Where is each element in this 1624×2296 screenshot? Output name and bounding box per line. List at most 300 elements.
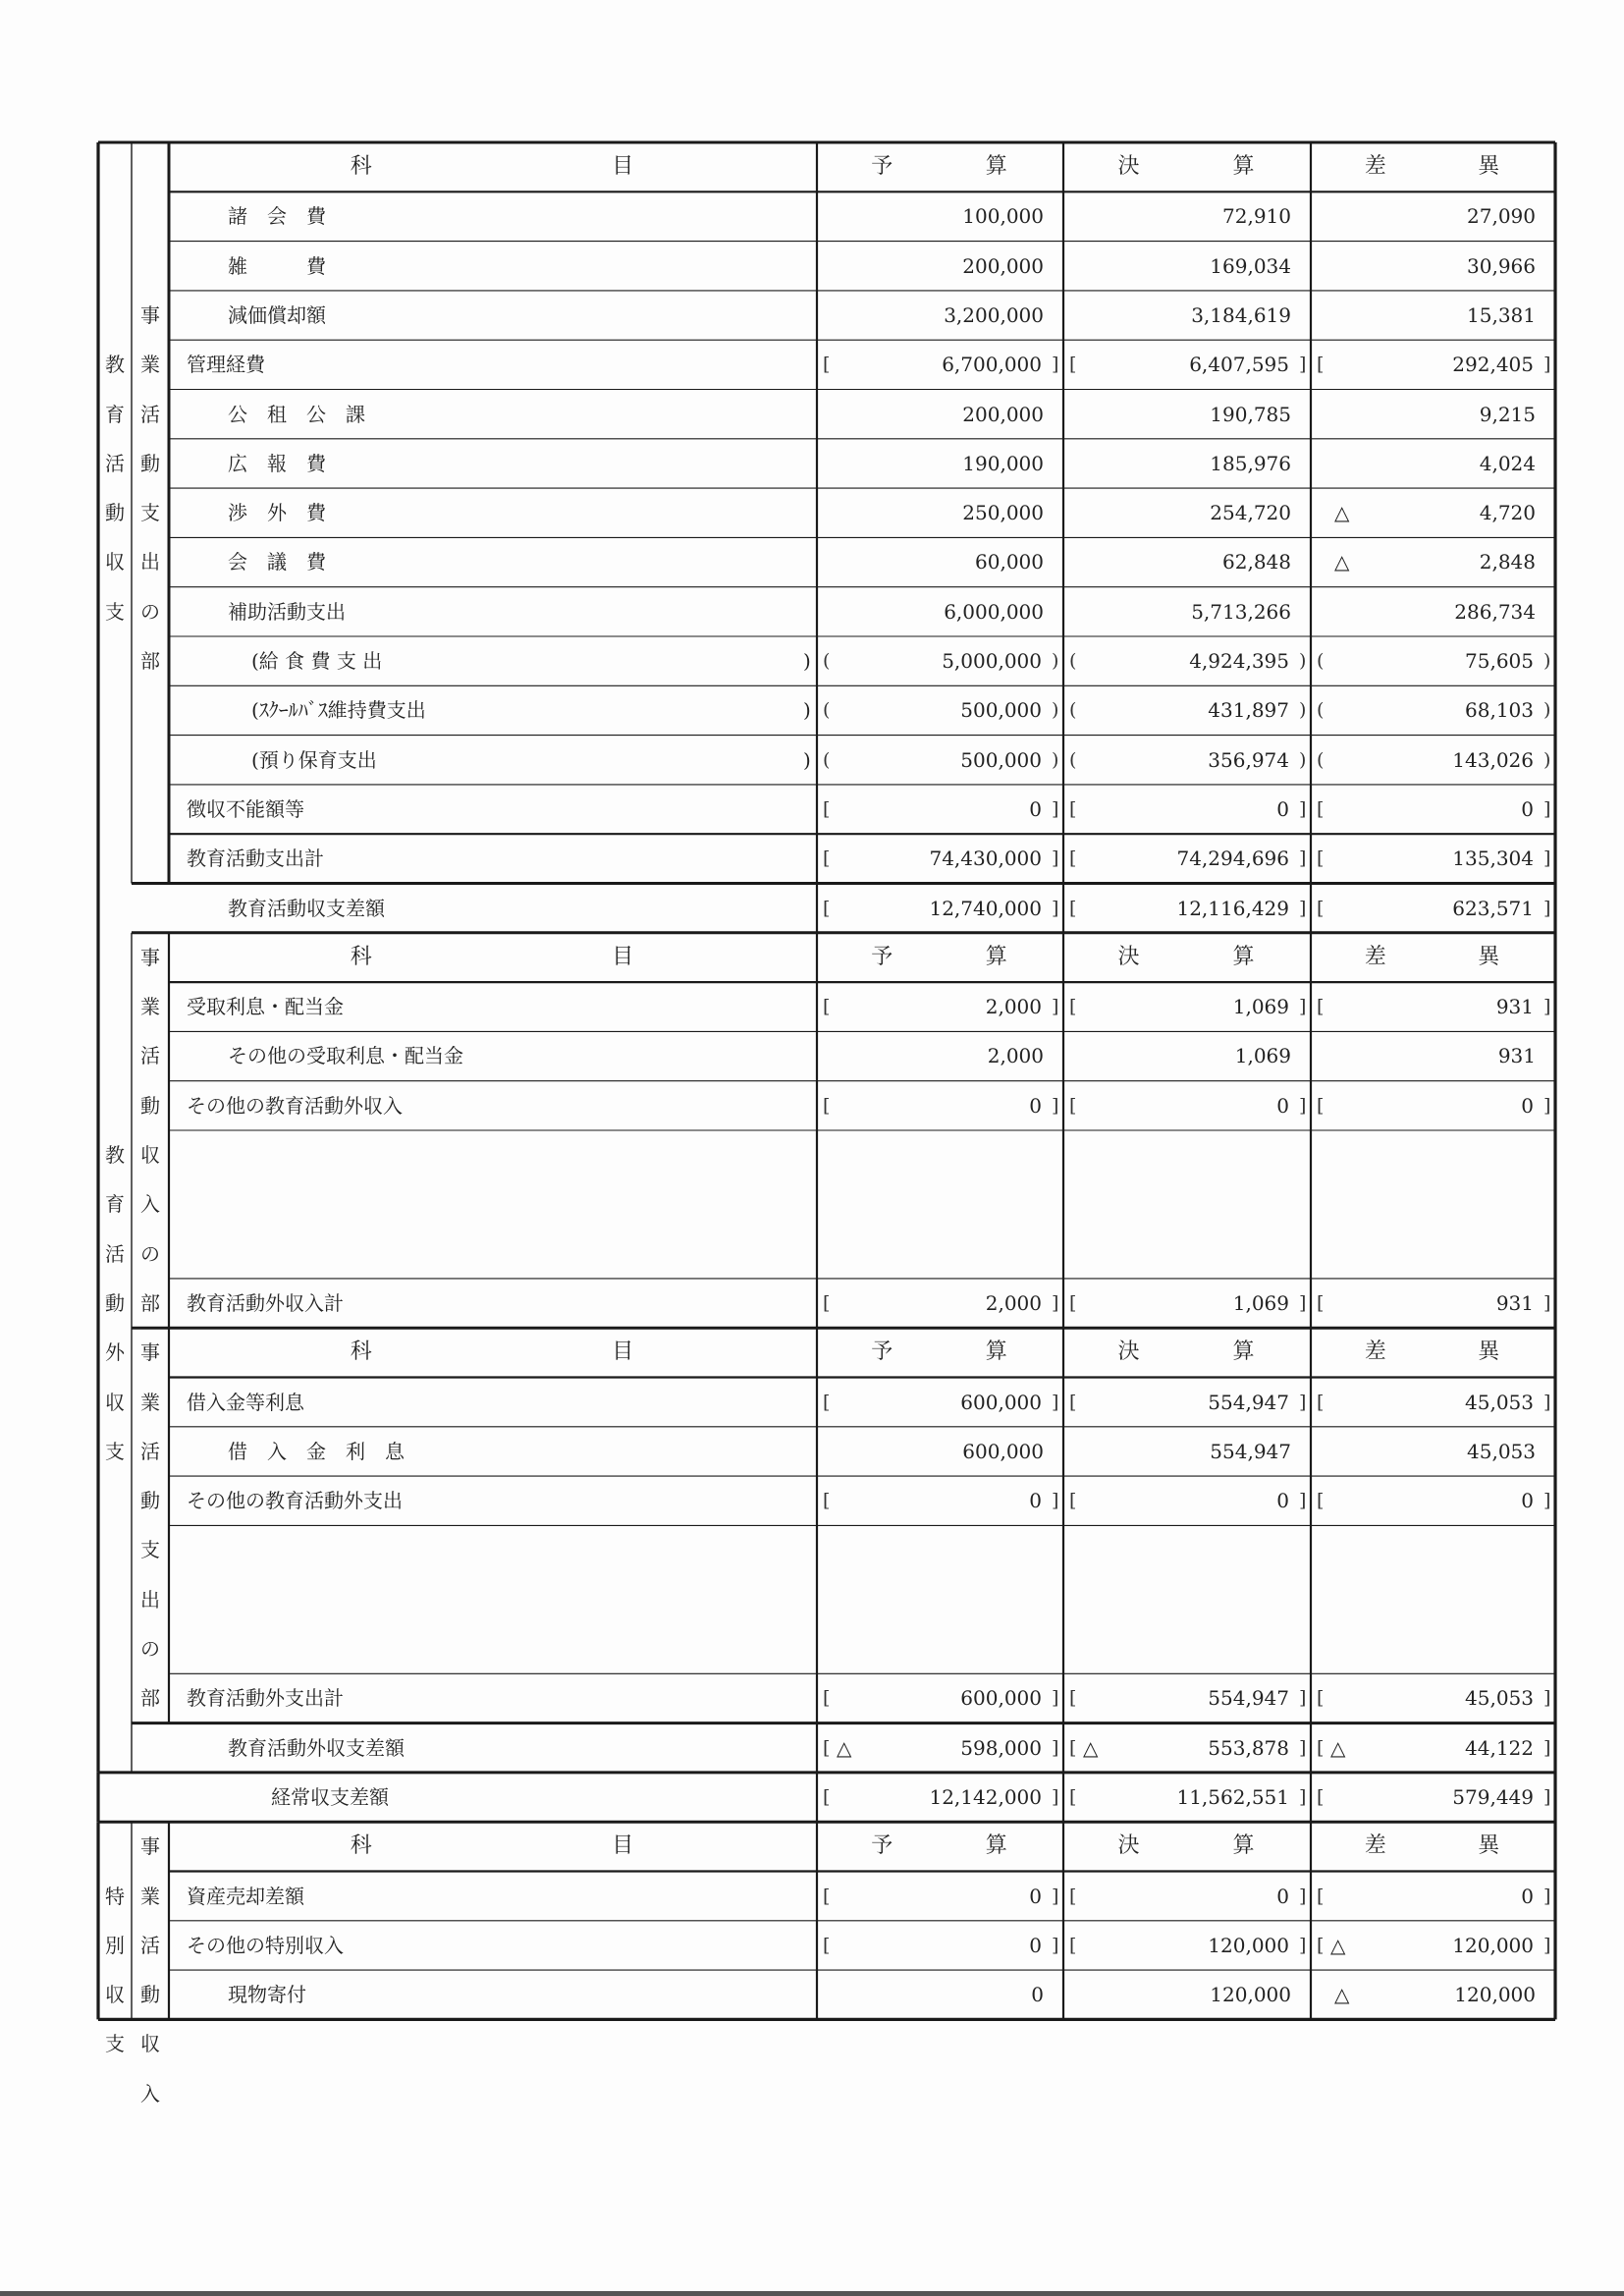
bracket-close: ] — [1299, 1094, 1307, 1117]
triangle-mark: △ — [837, 1735, 852, 1760]
bracket-open: [ — [1317, 1687, 1325, 1710]
bracket-close: ] — [1299, 1736, 1307, 1759]
cell-budget: 200,000 — [962, 253, 1044, 278]
header-0-col-3-a: 差 — [1364, 154, 1386, 179]
header-2-col-3-a: 差 — [1364, 1339, 1386, 1365]
cell-budget: 6,700,000 — [942, 353, 1042, 377]
cell-budget: 2,000 — [985, 1290, 1042, 1315]
bracket-open: [ — [1317, 1094, 1325, 1117]
bracket-open: [ — [1317, 1736, 1325, 1759]
cell-budget: 74,430,000 — [929, 847, 1042, 871]
vlabel-kyoikugai_katsudo_shushi: 動 — [105, 1290, 125, 1315]
paren-open: ( — [823, 650, 831, 672]
bracket-close: ] — [1543, 1687, 1551, 1710]
vlabel-jigyo_katsudo_shishutsu_2: 動 — [140, 1489, 160, 1513]
cell-diff: 0 — [1521, 1093, 1534, 1118]
bracket-open: [ — [823, 1736, 831, 1759]
bracket-close: ] — [1543, 1291, 1551, 1314]
header-1-col-0-b: 目 — [612, 944, 634, 969]
row-label: 管理経費 — [187, 353, 265, 377]
row-label: 補助活動支出 — [228, 599, 346, 624]
row-label: 教育活動支出計 — [187, 847, 324, 871]
vlabel-jigyo_katsudo_shishutsu: の — [140, 599, 160, 624]
cell-actual: 254,720 — [1210, 501, 1291, 525]
cell-diff: 45,053 — [1465, 1686, 1534, 1711]
row-label: その他の教育活動外収入 — [187, 1093, 403, 1118]
bracket-close: ] — [1543, 1391, 1551, 1413]
paren-close: ) — [803, 649, 811, 673]
header-3-col-3-b: 異 — [1478, 1833, 1500, 1859]
bracket-close: ] — [1299, 1934, 1307, 1956]
vlabel-kyoikugai_katsudo_shushi: 活 — [105, 1241, 125, 1266]
vlabel-jigyo_katsudo_shunyu: 業 — [140, 995, 160, 1019]
header-0-col-0-a: 科 — [350, 154, 372, 179]
cell-budget: 600,000 — [962, 1439, 1044, 1463]
bracket-close: ] — [1299, 897, 1307, 919]
paren-close: ) — [1052, 699, 1059, 722]
bracket-close: ] — [1543, 847, 1551, 870]
cell-diff: 135,304 — [1452, 847, 1534, 871]
header-1-col-1-b: 算 — [985, 944, 1007, 969]
bracket-close: ] — [1543, 1094, 1551, 1117]
cell-actual: 431,897 — [1208, 698, 1289, 723]
bracket-open: [ — [823, 1391, 831, 1413]
paren-close: ) — [803, 747, 811, 772]
cell-budget: 2,000 — [987, 1044, 1044, 1068]
cell-budget: 500,000 — [960, 698, 1042, 723]
bracket-open: [ — [823, 354, 831, 376]
cell-diff: 931 — [1495, 995, 1534, 1019]
header-1-col-3-a: 差 — [1364, 944, 1386, 969]
cell-budget: 0 — [1029, 1489, 1042, 1513]
vlabel-kyoikugai_katsudo_shushi: 収 — [105, 1390, 125, 1414]
row-label: (預り保育支出 — [251, 747, 377, 772]
bracket-open: [ — [823, 1785, 831, 1808]
vlabel-kyoiku_katsudo_shushi: 活 — [105, 451, 125, 475]
bracket-open: [ — [1069, 1736, 1077, 1759]
bracket-open: [ — [1069, 1885, 1077, 1907]
paren-open: ( — [1069, 748, 1077, 771]
bracket-open: [ — [1069, 1785, 1077, 1808]
vlabel-jigyo_katsudo_shunyu: 収 — [140, 1143, 160, 1167]
row-label: 教育活動収支差額 — [228, 896, 385, 920]
row-label: 教育活動外支出計 — [187, 1686, 344, 1711]
cell-diff: 15,381 — [1467, 302, 1536, 327]
bracket-open: [ — [1317, 1391, 1325, 1413]
cell-actual: 74,294,696 — [1176, 847, 1289, 871]
bracket-close: ] — [1543, 1885, 1551, 1907]
vlabel-jigyo_katsudo_shunyu_2: 動 — [140, 1983, 160, 2007]
bracket-close: ] — [1543, 354, 1551, 376]
cell-diff: 120,000 — [1454, 1983, 1536, 2007]
paren-open: ( — [1317, 699, 1325, 722]
bracket-open: [ — [823, 1885, 831, 1907]
paren-open: ( — [823, 699, 831, 722]
row-label: その他の教育活動外支出 — [187, 1489, 403, 1513]
cell-budget: 0 — [1029, 1933, 1042, 1957]
vlabel-kyoiku_katsudo_shushi: 動 — [105, 501, 125, 525]
row-label: 徴収不能額等 — [187, 796, 304, 821]
row-label: (ｽｸｰﾙﾊﾞｽ維持費支出 — [251, 698, 426, 723]
header-0-col-2-b: 算 — [1232, 154, 1255, 179]
cell-budget: 6,000,000 — [944, 599, 1044, 624]
header-1-col-1-a: 予 — [871, 944, 893, 969]
row-label: その他の受取利息・配当金 — [228, 1044, 463, 1068]
row-label: 減価償却額 — [228, 302, 326, 327]
cell-diff: 0 — [1521, 1884, 1534, 1908]
cell-diff: 27,090 — [1467, 204, 1536, 229]
bracket-close: ] — [1052, 1736, 1059, 1759]
bracket-open: [ — [1317, 797, 1325, 820]
cell-actual: 6,407,595 — [1189, 353, 1289, 377]
cell-actual: 72,910 — [1222, 204, 1291, 229]
bracket-close: ] — [1052, 897, 1059, 919]
cell-diff: 143,026 — [1452, 747, 1534, 772]
row-label: 広 報 費 — [228, 451, 326, 475]
bracket-close: ] — [1543, 1490, 1551, 1512]
vlabel-tokubetsu_shushi: 特 — [105, 1884, 125, 1908]
cell-budget: 3,200,000 — [944, 302, 1044, 327]
cell-actual: 553,878 — [1208, 1735, 1289, 1760]
vlabel-kyoiku_katsudo_shushi: 教 — [105, 353, 125, 377]
cell-diff: 75,605 — [1465, 649, 1534, 673]
paren-close: ) — [803, 698, 811, 723]
cell-actual: 554,947 — [1208, 1390, 1289, 1414]
bracket-close: ] — [1052, 1391, 1059, 1413]
vlabel-kyoikugai_katsudo_shushi: 外 — [105, 1340, 125, 1365]
cell-actual: 554,947 — [1210, 1439, 1291, 1463]
cell-actual: 3,184,619 — [1191, 302, 1291, 327]
row-label: 雑 費 — [228, 253, 326, 278]
bracket-open: [ — [1069, 897, 1077, 919]
cell-budget: 0 — [1029, 1093, 1042, 1118]
row-label: 会 議 費 — [228, 550, 326, 574]
bracket-open: [ — [823, 1490, 831, 1512]
bracket-open: [ — [1069, 1490, 1077, 1512]
cell-actual: 0 — [1276, 796, 1289, 821]
vlabel-kyoikugai_katsudo_shushi: 育 — [105, 1192, 125, 1217]
bracket-close: ] — [1299, 797, 1307, 820]
cell-actual: 0 — [1276, 1884, 1289, 1908]
vlabel-jigyo_katsudo_shishutsu: 動 — [140, 451, 160, 475]
header-3-col-1-a: 予 — [871, 1833, 893, 1859]
triangle-mark: △ — [1083, 1735, 1099, 1760]
header-0-col-3-b: 異 — [1478, 154, 1500, 179]
cell-budget: 0 — [1031, 1983, 1044, 2007]
cell-diff: 45,053 — [1467, 1439, 1536, 1463]
vlabel-jigyo_katsudo_shishutsu_2: 事 — [140, 1340, 160, 1365]
cell-actual: 185,976 — [1210, 451, 1291, 475]
paren-close: ) — [1543, 650, 1551, 672]
row-label: 渉 外 費 — [228, 501, 326, 525]
cell-diff: 579,449 — [1452, 1784, 1534, 1809]
bracket-close: ] — [1543, 1736, 1551, 1759]
header-2-col-2-a: 決 — [1117, 1339, 1140, 1365]
cell-diff: 286,734 — [1454, 599, 1536, 624]
cell-actual: 0 — [1276, 1489, 1289, 1513]
vlabel-jigyo_katsudo_shishutsu_2: 出 — [140, 1587, 160, 1612]
bracket-open: [ — [1069, 1687, 1077, 1710]
bracket-open: [ — [823, 1094, 831, 1117]
vlabel-jigyo_katsudo_shunyu_2: 事 — [140, 1834, 160, 1859]
cell-budget: 0 — [1029, 796, 1042, 821]
header-3-col-0-b: 目 — [612, 1833, 634, 1859]
cell-actual: 356,974 — [1208, 747, 1289, 772]
cell-budget: 100,000 — [962, 204, 1044, 229]
bracket-open: [ — [1069, 1391, 1077, 1413]
paren-close: ) — [1543, 748, 1551, 771]
header-1-col-2-b: 算 — [1232, 944, 1255, 969]
cell-actual: 190,785 — [1210, 402, 1291, 426]
bracket-close: ] — [1052, 1490, 1059, 1512]
vlabel-jigyo_katsudo_shunyu_2: 業 — [140, 1884, 160, 1908]
paren-open: ( — [1317, 748, 1325, 771]
vlabel-kyoikugai_katsudo_shushi: 支 — [105, 1439, 125, 1463]
bracket-close: ] — [1052, 1885, 1059, 1907]
bracket-open: [ — [1317, 996, 1325, 1018]
bracket-close: ] — [1543, 797, 1551, 820]
row-label: 資産売却差額 — [187, 1884, 304, 1908]
cell-budget: 200,000 — [962, 402, 1044, 426]
cell-diff: 623,571 — [1452, 896, 1534, 920]
bracket-open: [ — [1317, 1490, 1325, 1512]
header-3-col-0-a: 科 — [350, 1833, 372, 1859]
bracket-close: ] — [1543, 996, 1551, 1018]
vlabel-kyoikugai_katsudo_shushi: 教 — [105, 1143, 125, 1167]
bracket-open: [ — [1317, 847, 1325, 870]
bracket-close: ] — [1052, 1785, 1059, 1808]
vlabel-jigyo_katsudo_shishutsu_2: の — [140, 1637, 160, 1661]
vlabel-tokubetsu_shushi: 収 — [105, 1983, 125, 2007]
scan-bottom-edge — [0, 2291, 1624, 2296]
vlabel-jigyo_katsudo_shishutsu: 支 — [140, 501, 160, 525]
vlabel-jigyo_katsudo_shishutsu: 部 — [140, 649, 160, 673]
bracket-close: ] — [1052, 1687, 1059, 1710]
header-3-col-3-a: 差 — [1364, 1833, 1386, 1859]
bracket-close: ] — [1543, 1934, 1551, 1956]
header-0-col-0-b: 目 — [612, 154, 634, 179]
cell-diff: 0 — [1521, 796, 1534, 821]
vlabel-jigyo_katsudo_shunyu_2: 入 — [140, 2081, 160, 2105]
cell-actual: 4,924,395 — [1189, 649, 1289, 673]
vlabel-jigyo_katsudo_shishutsu_2: 活 — [140, 1439, 160, 1463]
bracket-close: ] — [1052, 1094, 1059, 1117]
bracket-open: [ — [1317, 1785, 1325, 1808]
cell-actual: 120,000 — [1210, 1983, 1291, 2007]
vlabel-jigyo_katsudo_shunyu: 入 — [140, 1192, 160, 1217]
bracket-close: ] — [1299, 996, 1307, 1018]
cell-budget: 598,000 — [960, 1735, 1042, 1760]
row-label: 受取利息・配当金 — [187, 995, 344, 1019]
row-label: 教育活動外収入計 — [187, 1290, 344, 1315]
triangle-mark: △ — [1330, 1933, 1346, 1957]
cell-budget: 2,000 — [985, 995, 1042, 1019]
header-0-col-1-b: 算 — [985, 154, 1007, 179]
triangle-mark: △ — [1334, 1983, 1350, 2007]
bracket-close: ] — [1299, 1785, 1307, 1808]
bracket-open: [ — [823, 1934, 831, 1956]
header-1-col-0-a: 科 — [350, 944, 372, 969]
vlabel-tokubetsu_shushi: 別 — [105, 1933, 125, 1957]
cell-diff: 68,103 — [1465, 698, 1534, 723]
cell-diff: 9,215 — [1479, 402, 1536, 426]
header-1-col-2-a: 決 — [1117, 944, 1140, 969]
bracket-open: [ — [823, 996, 831, 1018]
cell-actual: 1,069 — [1234, 1044, 1291, 1068]
cell-actual: 169,034 — [1210, 253, 1291, 278]
header-2-col-3-b: 異 — [1478, 1339, 1500, 1365]
row-label: その他の特別収入 — [187, 1933, 344, 1957]
header-1-col-3-b: 異 — [1478, 944, 1500, 969]
vlabel-kyoiku_katsudo_shushi: 育 — [105, 402, 125, 426]
bracket-open: [ — [1069, 996, 1077, 1018]
cell-actual: 554,947 — [1208, 1686, 1289, 1711]
row-label: 現物寄付 — [228, 1983, 306, 2007]
header-2-col-2-b: 算 — [1232, 1339, 1255, 1365]
paren-close: ) — [1052, 650, 1059, 672]
vlabel-jigyo_katsudo_shunyu: 部 — [140, 1290, 160, 1315]
paren-open: ( — [823, 748, 831, 771]
cell-actual: 12,116,429 — [1176, 896, 1289, 920]
bracket-open: [ — [1069, 354, 1077, 376]
cell-diff: 4,024 — [1479, 451, 1536, 475]
row-label: 教育活動外収支差額 — [228, 1735, 405, 1760]
vlabel-jigyo_katsudo_shunyu: 活 — [140, 1044, 160, 1068]
cell-actual: 0 — [1276, 1093, 1289, 1118]
cell-diff: 292,405 — [1452, 353, 1534, 377]
bracket-close: ] — [1543, 897, 1551, 919]
bracket-open: [ — [1317, 897, 1325, 919]
triangle-mark: △ — [1334, 550, 1350, 574]
cell-actual: 120,000 — [1208, 1933, 1289, 1957]
vlabel-jigyo_katsudo_shishutsu_2: 業 — [140, 1390, 160, 1414]
bracket-open: [ — [823, 847, 831, 870]
cell-budget: 250,000 — [962, 501, 1044, 525]
triangle-mark: △ — [1330, 1735, 1346, 1760]
vlabel-jigyo_katsudo_shishutsu: 出 — [140, 550, 160, 574]
bracket-close: ] — [1052, 1934, 1059, 1956]
cell-budget: 0 — [1029, 1884, 1042, 1908]
vlabel-kyoiku_katsudo_shushi: 収 — [105, 550, 125, 574]
bracket-open: [ — [823, 797, 831, 820]
bracket-open: [ — [1069, 1934, 1077, 1956]
bracket-open: [ — [1317, 1934, 1325, 1956]
bracket-close: ] — [1299, 1391, 1307, 1413]
bracket-close: ] — [1052, 354, 1059, 376]
bracket-open: [ — [823, 1687, 831, 1710]
cell-diff: 4,720 — [1479, 501, 1536, 525]
paren-close: ) — [1299, 650, 1307, 672]
header-2-col-1-b: 算 — [985, 1339, 1007, 1365]
header-2-col-1-a: 予 — [871, 1339, 893, 1365]
cell-budget: 5,000,000 — [942, 649, 1042, 673]
cell-actual: 1,069 — [1232, 1290, 1289, 1315]
header-0-col-2-a: 決 — [1117, 154, 1140, 179]
cell-diff: 2,848 — [1479, 550, 1536, 574]
vlabel-jigyo_katsudo_shishutsu_2: 部 — [140, 1686, 160, 1711]
row-label: 諸 会 費 — [228, 204, 326, 229]
cell-budget: 190,000 — [962, 451, 1044, 475]
paren-close: ) — [1299, 748, 1307, 771]
paren-open: ( — [1069, 650, 1077, 672]
bracket-close: ] — [1299, 847, 1307, 870]
row-label: 借入金等利息 — [187, 1390, 304, 1414]
paren-close: ) — [1543, 699, 1551, 722]
bracket-close: ] — [1299, 1885, 1307, 1907]
header-3-col-1-b: 算 — [985, 1833, 1007, 1859]
bracket-open: [ — [1069, 847, 1077, 870]
cell-actual: 5,713,266 — [1191, 599, 1291, 624]
cell-diff: 44,122 — [1465, 1735, 1534, 1760]
cell-diff: 30,966 — [1467, 253, 1536, 278]
cell-budget: 12,142,000 — [929, 1784, 1042, 1809]
bracket-close: ] — [1299, 1687, 1307, 1710]
bracket-open: [ — [1317, 1885, 1325, 1907]
cell-budget: 12,740,000 — [929, 896, 1042, 920]
row-label: 借 入 金 利 息 — [228, 1439, 405, 1463]
row-label: 経常収支差額 — [271, 1784, 389, 1809]
bracket-close: ] — [1299, 1490, 1307, 1512]
vlabel-jigyo_katsudo_shunyu: 事 — [140, 945, 160, 969]
vlabel-jigyo_katsudo_shishutsu_2: 支 — [140, 1538, 160, 1562]
row-label: 公 租 公 課 — [228, 402, 365, 426]
vlabel-jigyo_katsudo_shishutsu: 業 — [140, 353, 160, 377]
bracket-open: [ — [1069, 1094, 1077, 1117]
cell-actual: 11,562,551 — [1176, 1784, 1289, 1809]
vlabel-jigyo_katsudo_shishutsu: 事 — [140, 302, 160, 327]
paren-close: ) — [1052, 748, 1059, 771]
cell-budget: 600,000 — [960, 1686, 1042, 1711]
cell-actual: 1,069 — [1232, 995, 1289, 1019]
cell-budget: 600,000 — [960, 1390, 1042, 1414]
bracket-open: [ — [1317, 354, 1325, 376]
header-3-col-2-b: 算 — [1232, 1833, 1255, 1859]
bracket-open: [ — [823, 1291, 831, 1314]
cell-actual: 62,848 — [1222, 550, 1291, 574]
cell-budget: 60,000 — [975, 550, 1044, 574]
vlabel-jigyo_katsudo_shunyu_2: 活 — [140, 1933, 160, 1957]
triangle-mark: △ — [1334, 501, 1350, 525]
vlabel-tokubetsu_shushi: 支 — [105, 2032, 125, 2056]
row-label: (給 食 費 支 出 — [251, 649, 383, 673]
paren-open: ( — [1069, 699, 1077, 722]
bracket-close: ] — [1052, 1291, 1059, 1314]
bracket-open: [ — [1069, 1291, 1077, 1314]
cell-diff: 45,053 — [1465, 1390, 1534, 1414]
vlabel-jigyo_katsudo_shishutsu: 活 — [140, 402, 160, 426]
bracket-open: [ — [1317, 1291, 1325, 1314]
vlabel-jigyo_katsudo_shunyu: の — [140, 1241, 160, 1266]
bracket-close: ] — [1052, 797, 1059, 820]
cell-diff: 931 — [1497, 1044, 1536, 1068]
bracket-close: ] — [1299, 1291, 1307, 1314]
header-2-col-0-b: 目 — [612, 1339, 634, 1365]
cell-diff: 931 — [1495, 1290, 1534, 1315]
cell-budget: 500,000 — [960, 747, 1042, 772]
header-3-col-2-a: 決 — [1117, 1833, 1140, 1859]
bracket-close: ] — [1052, 847, 1059, 870]
vlabel-kyoiku_katsudo_shushi: 支 — [105, 599, 125, 624]
paren-close: ) — [1299, 699, 1307, 722]
bracket-open: [ — [1069, 797, 1077, 820]
vlabel-jigyo_katsudo_shunyu_2: 収 — [140, 2032, 160, 2056]
bracket-close: ] — [1299, 354, 1307, 376]
cell-diff: 0 — [1521, 1489, 1534, 1513]
bracket-open: [ — [823, 897, 831, 919]
header-0-col-1-a: 予 — [871, 154, 893, 179]
vlabel-jigyo_katsudo_shunyu: 動 — [140, 1093, 160, 1118]
bracket-close: ] — [1543, 1785, 1551, 1808]
